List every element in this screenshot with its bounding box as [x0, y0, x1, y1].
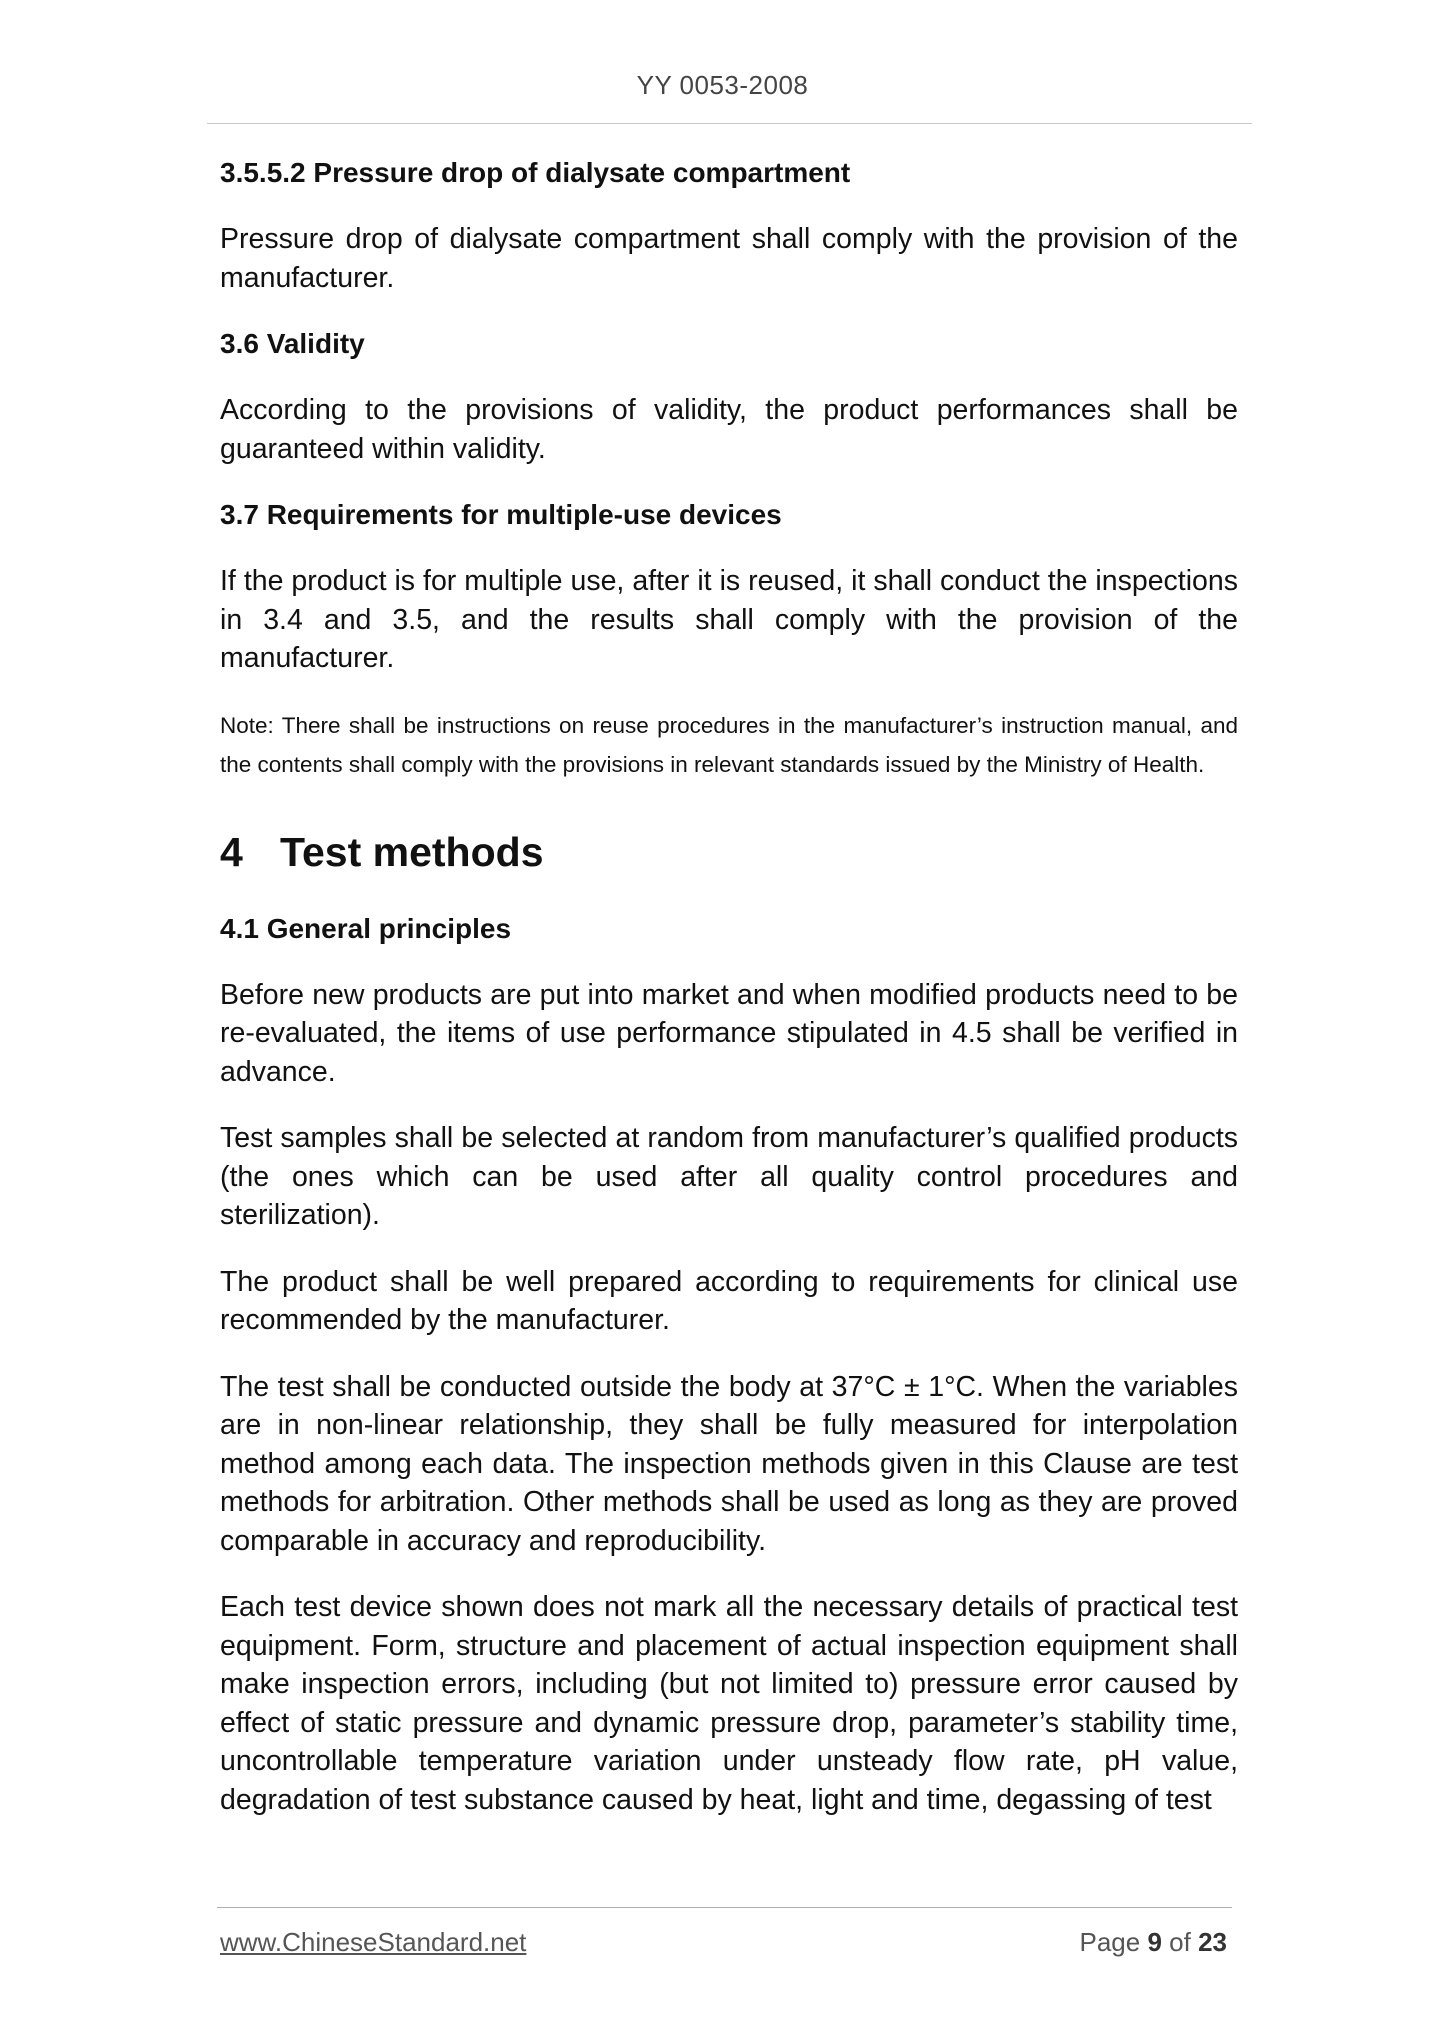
heading-4-1: 4.1 General principles — [220, 912, 512, 944]
paragraph-4-1-a: Before new products are put into market and when modified products need to be re-evaluated, the items of use performance stipulated in 4.5 shall be verified in advance. — [220, 978, 1238, 1088]
heading-3-7: 3.7 Requirements for multiple-use devices — [220, 499, 782, 530]
footer-divider — [217, 1907, 1232, 1908]
heading-3-6: 3.6 Validity — [220, 328, 365, 359]
heading-4-test-methods — [220, 826, 1238, 878]
document-id-header: YY 0053-2008 — [636, 70, 809, 100]
paragraph-3-5-5-2: Pressure drop of dialysate compartment shall comply with the provision of the manufacturer. — [220, 223, 1238, 294]
website-link[interactable]: www.ChineseStandard.net — [220, 1927, 527, 1957]
page-label: Page — [1079, 1927, 1141, 1957]
page-number — [1079, 1927, 1227, 1958]
paragraph-3-7: If the product is for multiple use, after it is reused, it shall conduct the inspections in 3.4 and 3.5, and the results shall comply with the provision of the manufacturer. — [220, 565, 1238, 674]
paragraph-4-1-b: Test samples shall be selected at random from manufacturer’s qualified products (the ones which can be used after all quality control procedures and sterilization). — [220, 1122, 1238, 1231]
section-title: Test methods — [280, 828, 544, 875]
heading-3-5-5-2: 3.5.5.2 Pressure drop of dialysate compartment — [220, 157, 851, 188]
header-divider — [207, 123, 1252, 124]
total-pages: 23 — [1198, 1927, 1227, 1957]
note-3-7: Note: There shall be instructions on reuse procedures in the manufacturer’s instruction manual, and the contents shall comply with the provisions in relevant standards issued by the Ministry of Health. — [220, 712, 1238, 777]
page-content — [220, 154, 1238, 1847]
paragraph-4-1-c: The product shall be well prepared according to requirements for clinical use recommended by the manufacturer. — [220, 1265, 1238, 1336]
paragraph-4-1-e: Each test device shown does not mark all the necessary details of practical test equipment. Form, structure and placement of actual inspection equipment shall make inspection errors, including (but not limited to) pressure error caused by effect of static pressure and dynamic pressure drop, parameter’s stability time, uncontrollable temperature variation under unsteady flow rate, pH value, degradation of test substance caused by heat, light and time, degassing of test — [220, 1591, 1238, 1816]
section-number: 4 — [220, 828, 243, 875]
page-of-label: of — [1169, 1927, 1191, 1957]
current-page: 9 — [1147, 1927, 1162, 1957]
paragraph-4-1-d: The test shall be conducted outside the body at 37°C ± 1°C. When the variables are in non-linear relationship, they shall be fully measured for interpolation method among each data. The inspection methods given in this Clause are test methods for arbitration. Other methods shall be used as long as they are proved comparable in accuracy and reproducibility. — [220, 1370, 1238, 1557]
paragraph-3-6: According to the provisions of validity, the product performances shall be guaranteed within validity. — [220, 394, 1238, 465]
